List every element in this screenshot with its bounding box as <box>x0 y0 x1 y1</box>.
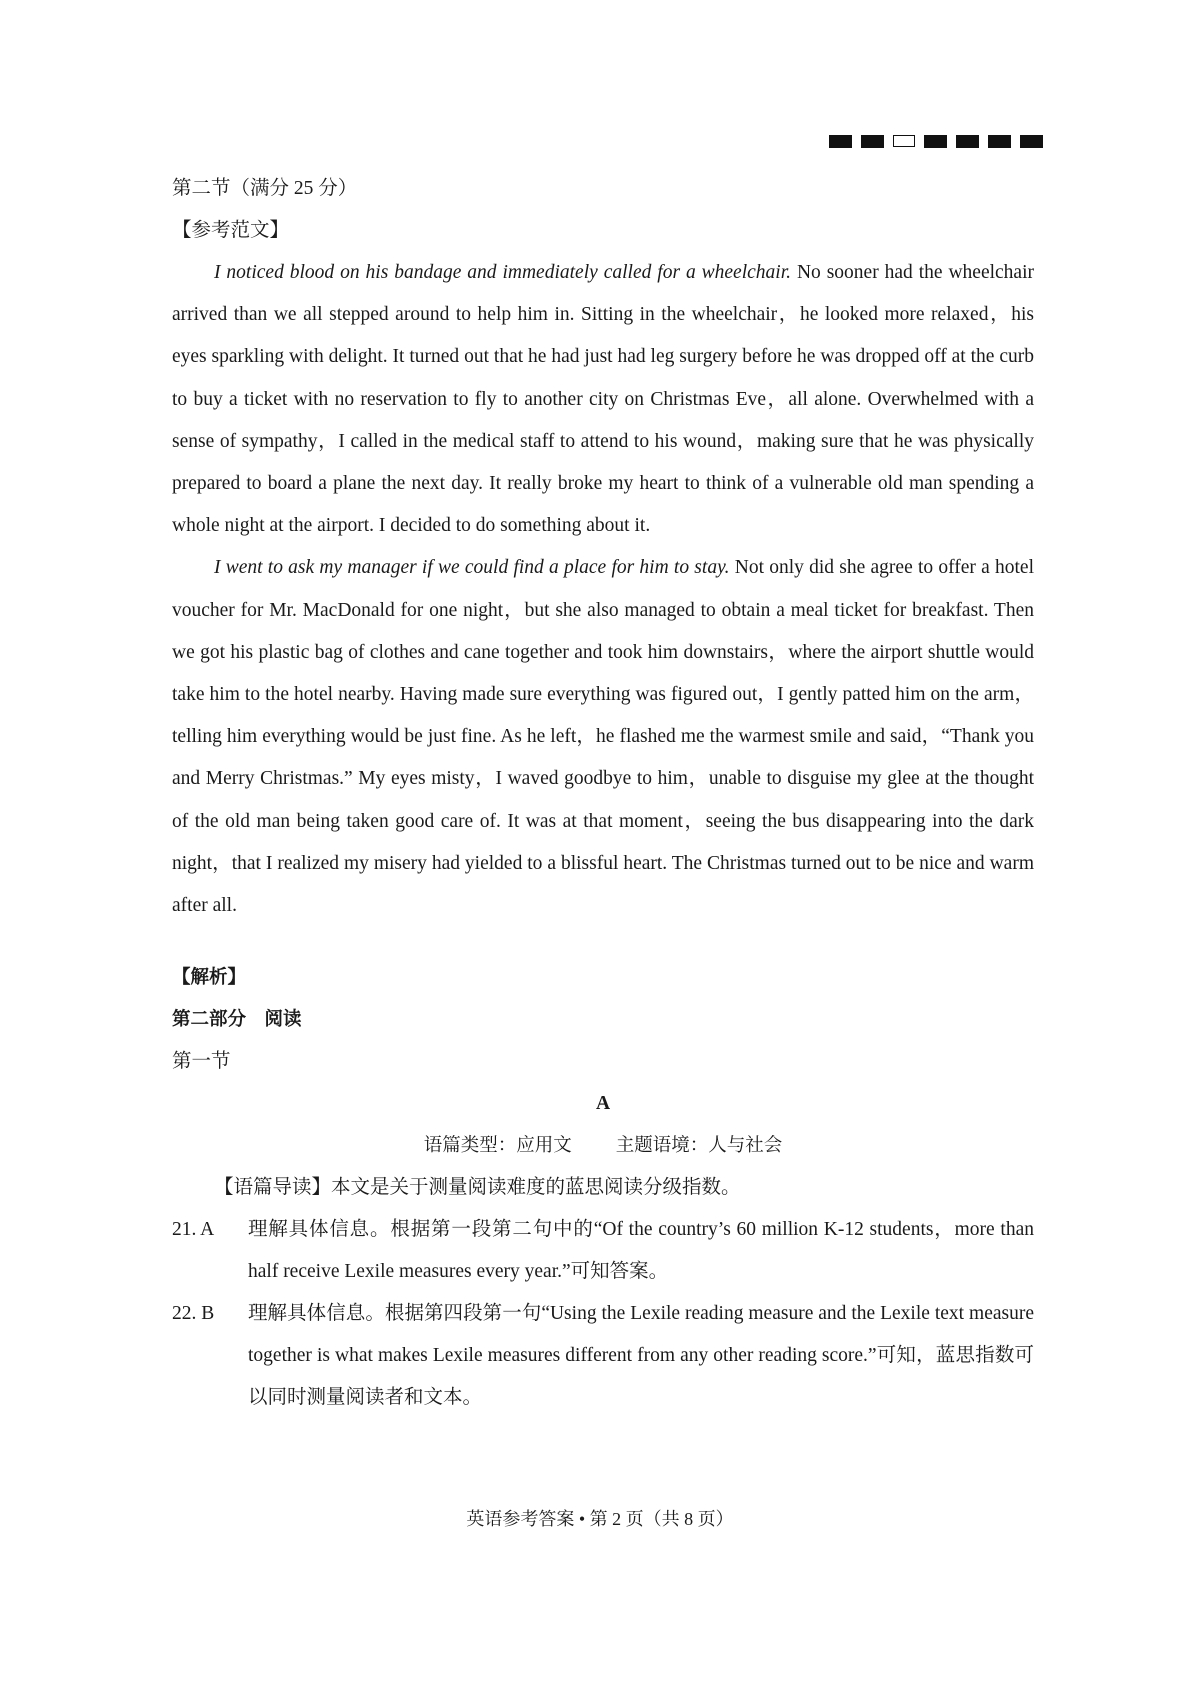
answer-text: 理解具体信息。根据第一段第二句中的“Of the country’s 60 million K-12 students，more than half receive Lexile measures every year.”可知答案。 <box>248 1219 1034 1283</box>
paragraph-lead: I went to ask my manager if we could find a place for him to stay. <box>214 557 730 579</box>
paragraph-lead: I noticed blood on his bandage and immediately called for a wheelchair. <box>214 262 792 283</box>
answer-item <box>172 1209 1034 1293</box>
header-mark <box>956 135 979 148</box>
answer-number: 21. A <box>172 1219 215 1241</box>
essay-paragraph-1 <box>172 252 1034 547</box>
essay-paragraph-2 <box>172 547 1034 927</box>
header-mark <box>988 135 1011 148</box>
header-mark-empty <box>893 135 915 147</box>
section-title: 第二节（满分 25 分） <box>172 178 358 199</box>
section-1-title: 第一节 <box>172 1051 231 1073</box>
model-label: 【参考范文】 <box>172 220 290 241</box>
header-mark <box>861 135 884 148</box>
header-mark <box>829 135 852 148</box>
answer-item <box>172 1293 1034 1419</box>
part-title: 第二部分 阅读 <box>172 1009 302 1031</box>
header-mark <box>924 135 947 148</box>
answer-text: 理解具体信息。根据第四段第一句“Using the Lexile reading measure and the Lexile text measure together is what makes Lexile measures different from any other reading score.”可知，蓝思指数可以同时测量阅读者和文本。 <box>248 1303 1034 1409</box>
header-marks <box>829 135 1043 148</box>
analysis-label: 【解析】 <box>172 967 247 989</box>
passage-guide: 【语篇导读】本文是关于测量阅读难度的蓝思阅读分级指数。 <box>214 1177 741 1199</box>
passage-theme: 主题语境：人与社会 <box>615 1135 783 1157</box>
answer-number: 22. B <box>172 1303 215 1325</box>
page-footer: 英语参考答案 • 第 2 页（共 8 页） <box>466 1509 734 1529</box>
paragraph-body: No sooner had the wheelchair arrived than we all stepped around to help him in. Sitting in the wheelchair，he looked more relaxed，his eyes sparkling with delight. It turned out that he had just had leg surgery before he was dropped off at the curb to buy a ticket with no reservation to fly to another city on Christmas Eve，all alone. Overwhelmed with a sense of sympathy，I called in the medical staff to attend to his wound，making sure that he was physically prepared to board a plane the next day. It really broke my heart to think of a vulnerable old man spending a whole night at the airport. I decided to do something about it. <box>172 262 1034 537</box>
document-body <box>172 168 1034 1419</box>
header-mark <box>1020 135 1043 148</box>
passage-info <box>172 1125 1034 1167</box>
passage-type: 语篇类型：应用文 <box>423 1135 572 1157</box>
paragraph-body: Not only did she agree to offer a hotel voucher for Mr. MacDonald for one night，but she also managed to obtain a meal ticket for breakfast. Then we got his plastic bag of clothes and cane together and took him downstairs，where the airport shuttle would take him to the hotel nearby. Having made sure everything was figured out，I gently patted him on the arm，telling him everything would be just fine. As he left，he flashed me the warmest smile and said，“Thank you and Merry Christmas.” My eyes misty，I waved goodbye to him，unable to disguise my glee at the thought of the old man being taken good care of. It was at that moment，seeing the bus disappearing into the dark night，that I realized my misery had yielded to a blissful heart. The Christmas turned out to be nice and warm after all. <box>172 557 1034 917</box>
passage-letter: A <box>595 1093 611 1115</box>
